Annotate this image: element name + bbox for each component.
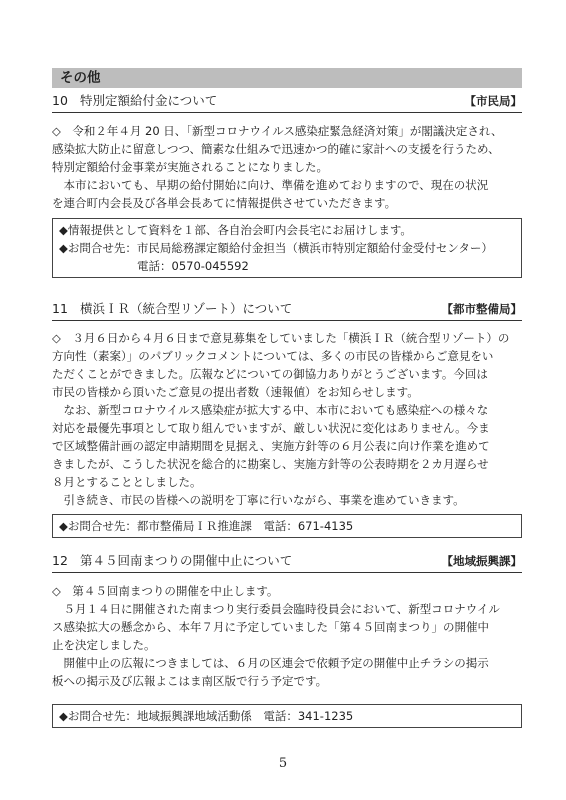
- info-phone: 電話：0570-045592: [137, 259, 249, 273]
- item-11-info-box: [52, 514, 522, 538]
- item-12-info-box: [52, 704, 522, 728]
- heading-rule: [52, 572, 522, 573]
- item-12-heading: [52, 552, 522, 570]
- section-title-bar: [52, 68, 522, 88]
- section-title: その他: [60, 70, 101, 86]
- info-line: ◆お問合せ先：都市整備局ＩＲ推進課 電話：671-4135: [59, 519, 354, 533]
- item-10-body: ◇ 令和２年４月 20 日、「新型コロナウイルス感染症緊急経済対策」が閣議決定され、 感染拡大防止に留意しつつ、簡素な仕組みで迅速かつ的確に家計への支援を行うため、 特別定額給付金事業が実施されることになりました。 本市においても、早期の給付開始に向け、準備を進めておりますので、現在の状況 を連合町内会長及び各単会長あてに情報提供させていただきます。: [52, 124, 503, 210]
- item-11-body: ◇ ３月６日から４月６日まで意見募集をしていました「横浜ＩＲ（統合型リゾート）の 方向性（素案）」のパブリックコメントについては、多くの市民の皆様からご意見をい ただくことができました。広報などについての御協力ありがとうございます。今回は 市民の皆様から頂いたご意見の提出者数（速報値）をお知らせします。 なお、新型コロナウイルス感染症が拡大する中、本市においても感染症への様々な 対応を最優先事項として取り組んでいますが、厳しい状況に変化はありません。今ま で区域整備計画の認定申請期間を見据え、実施方針等の６月公表に向け作業を進めて きましたが、こうした状況を総合的に勘案し、実施方針等の公表時期を２カ月遅らせ ８月とすることとしました。 引き続き、市民の皆様への説明を丁寧に行いながら、事業を進めていきます。: [52, 331, 510, 507]
- item-title: 第４５回南まつりの開催中止について: [79, 553, 293, 568]
- item-10-heading: [52, 92, 522, 110]
- info-line: ◆お問合せ先：地域振興課地域活動係 電話：341-1235: [59, 709, 354, 723]
- item-dept: 【市民局】: [464, 94, 522, 108]
- item-dept: 【都市整備局】: [441, 302, 522, 316]
- item-number: 12: [52, 553, 68, 568]
- item-12-body: ◇ 第４５回南まつりの開催を中止します。 ５月１４日に開催された南まつり実行委員会臨時役員会において、新型コロナウイル ス感染拡大の懸念から、本年７月に予定していました「第４５回南まつり」の開催中 止を決定しました。 開催中止の広報につきましては、６月の区連会で依頼予定の開催中止チラシの掲示 板への掲示及び広報よこはま南区版で行う予定です。: [52, 584, 500, 688]
- page-number: 5: [278, 756, 288, 771]
- item-11-heading: [52, 300, 522, 318]
- info-line: ◆情報提供として資料を１部、各自治会町内会長宅にお届けします。: [59, 223, 412, 237]
- item-number: 11: [52, 301, 68, 316]
- heading-rule: [52, 320, 522, 321]
- item-10-info-box: [52, 218, 522, 278]
- item-title: 特別定額給付金について: [79, 93, 218, 108]
- heading-rule: [52, 112, 522, 113]
- item-dept: 【地域振興課】: [441, 554, 522, 568]
- info-line: ◆お問合せ先：市民局総務課定額給付金担当（横浜市特別定額給付金受付センター）: [59, 241, 493, 255]
- item-number: 10: [52, 93, 68, 108]
- item-title: 横浜ＩＲ（統合型リゾート）について: [79, 301, 293, 316]
